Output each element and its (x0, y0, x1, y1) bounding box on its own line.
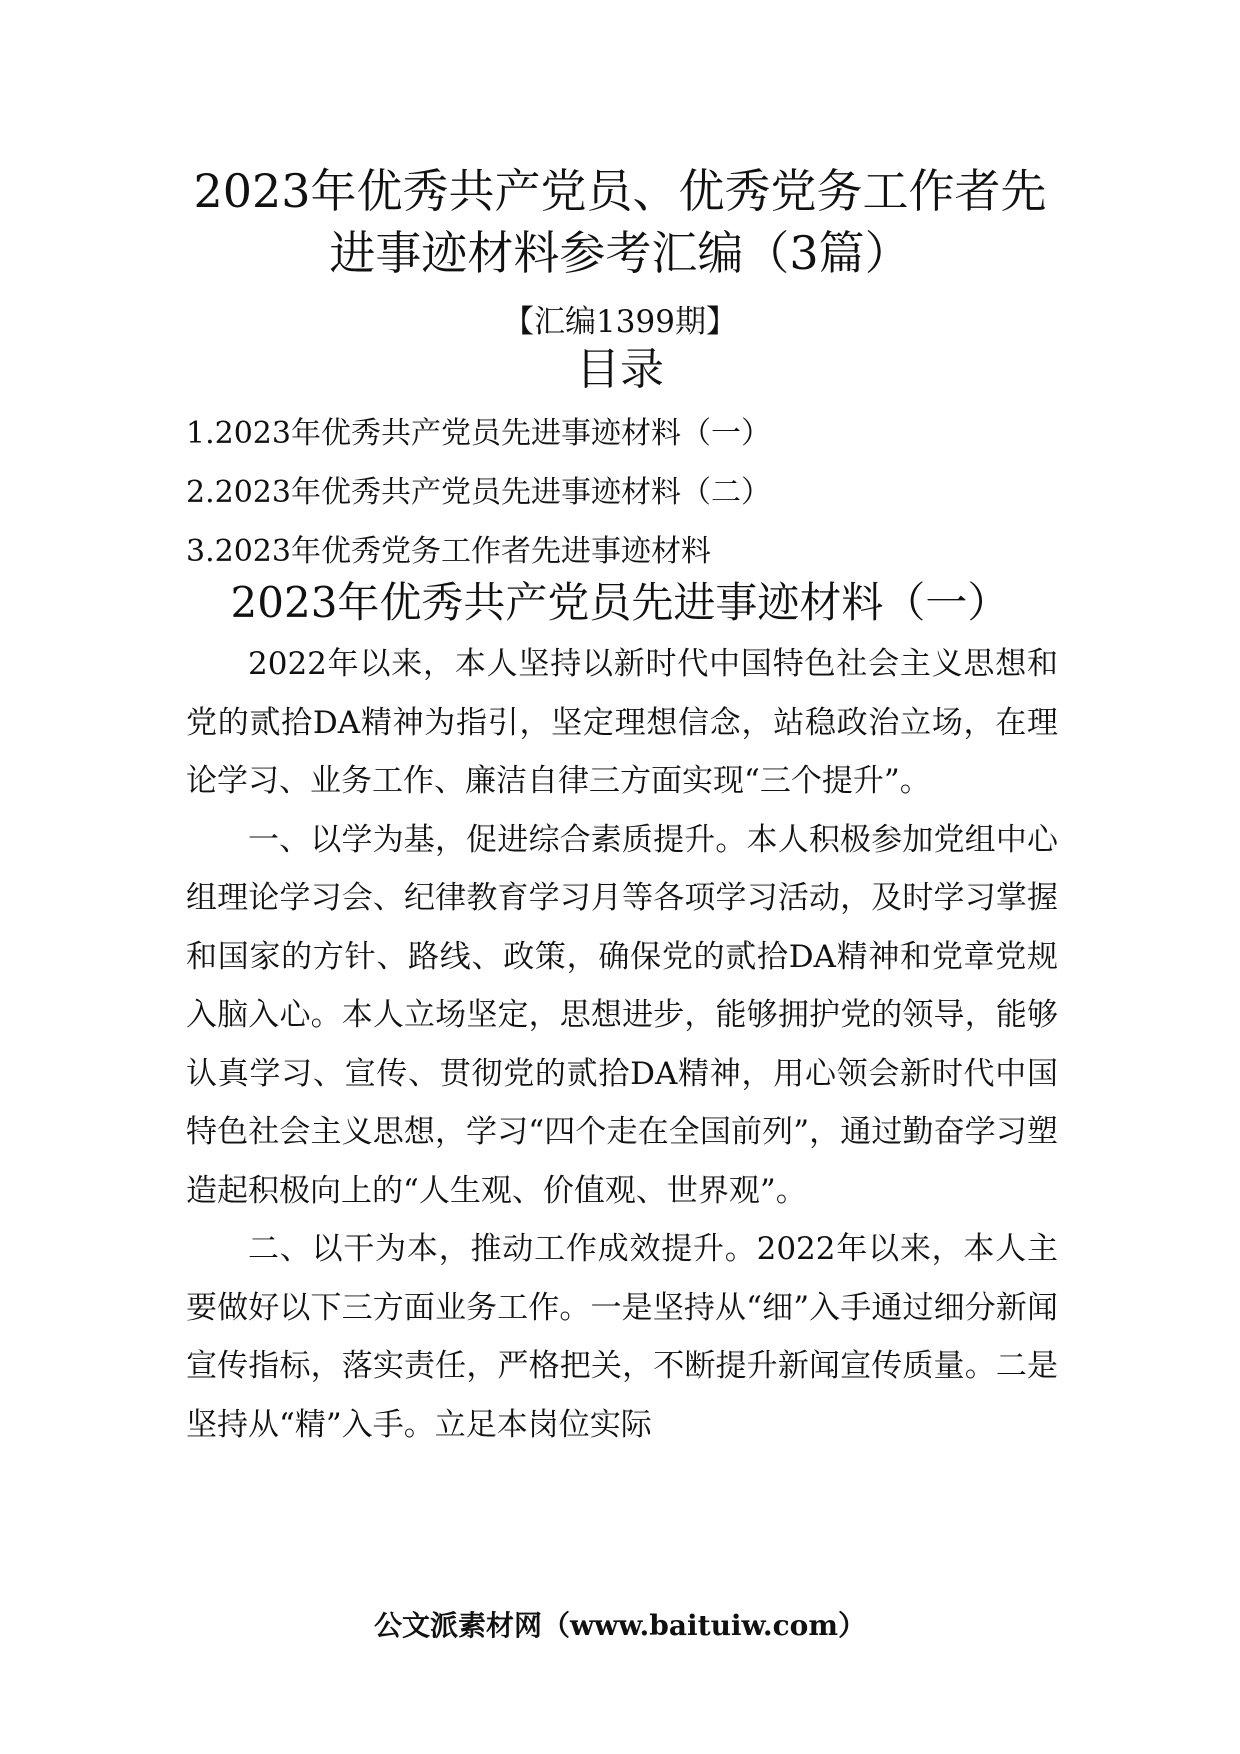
document-title-line-2: 进事迹材料参考汇编（3篇） (329, 226, 911, 280)
toc-item[interactable]: 3.2023年优秀党务工作者先进事迹材料 (186, 534, 711, 569)
document-title-line-1: 2023年优秀共产党员、优秀党务工作者先 (193, 164, 1047, 218)
body-paragraph: 二、以干为本，推动工作成效提升。2022年以来，本人主要做好以下三方面业务工作。一是坚持从“细”入手通过细分新闻宣传指标，落实责任，严格把关，不断提升新闻宣传质量。二是坚持从“精”入手。立足本岗位实际 (186, 1231, 1058, 1443)
article-body (186, 635, 1058, 1454)
toc-item[interactable]: 2.2023年优秀共产党员先进事迹材料（二） (186, 475, 771, 510)
toc-item[interactable]: 1.2023年优秀共产党员先进事迹材料（一） (186, 416, 771, 451)
body-paragraph: 一、以学为基，促进综合素质提升。本人积极参加党组中心组理论学习会、纪律教育学习月等各项学习活动，及时学习掌握和国家的方针、路线、政策，确保党的贰拾DA精神和党章党规入脑入心。本人立场坚定，思想进步，能够拥护党的领导，能够认真学习、宣传、贯彻党的贰拾DA精神，用心领会新时代中国特色社会主义思想，学习“四个走在全国前列”，通过勤奋学习塑造起积极向上的“人生观、价值观、世界观”。 (186, 821, 1058, 1209)
footer-source: 公文派素材网（www.baituiw.com） (374, 1609, 866, 1642)
document-title (150, 160, 1090, 284)
article-title: 2023年优秀共产党员先进事迹材料（一） (230, 578, 1010, 627)
body-paragraph: 2022年以来，本人坚持以新时代中国特色社会主义思想和党的贰拾DA精神为指引，坚定理想信念，站稳政治立场，在理论学习、业务工作、廉洁自律三方面实现“三个提升”。 (186, 646, 1058, 799)
toc-list (186, 404, 1086, 581)
toc-heading: 目录 (576, 344, 664, 395)
issue-label: 【汇编1399期】 (503, 304, 737, 340)
